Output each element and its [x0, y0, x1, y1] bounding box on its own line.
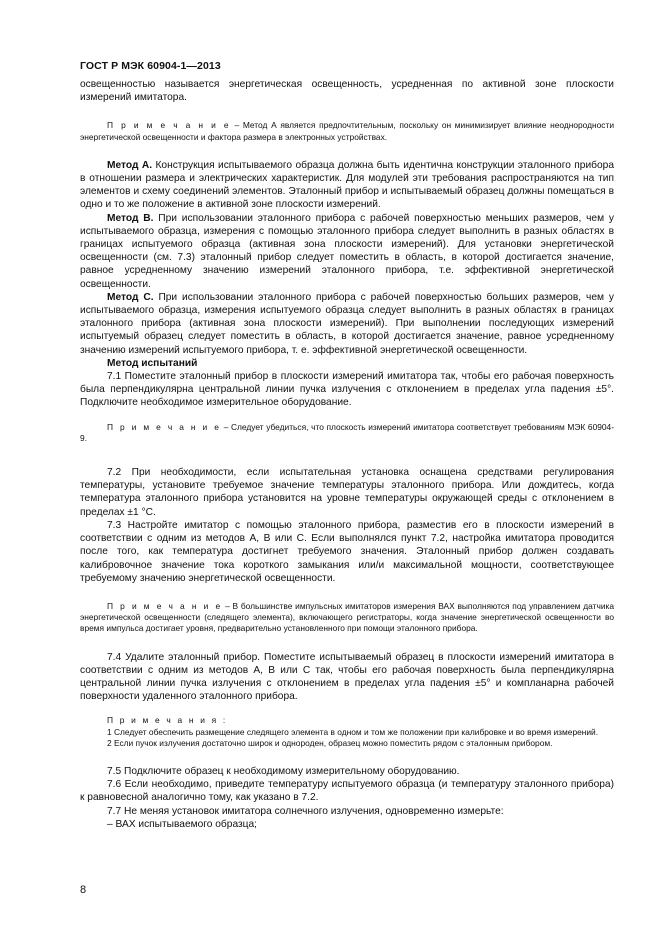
method-b-text: При использовании эталонного прибора с рабочей поверхностью меньших размеров, чем у испытываемого образца, измерения с помощью эталонного прибора следует выполнить в разных областях в границах испытуемого образца (активная зона плоскости измерений). Для установки энергетической освещенности (см. 7.3) эталонный прибор следует поместить в область, в которой достигается значение, равное усредненному значению измерений эталонного прибора, т.е. эффективной энергетической освещенности. — [80, 212, 614, 290]
note-1-text: – Метод А является предпочтительным, поскольку он минимизирует влияние неоднородности энергетической освещенности и фактора размера в электронных устройствах. — [80, 120, 614, 142]
method-c-text: При использовании эталонного прибора с рабочей поверхностью больших размеров, чем у испытываемого образца, измерения испытуемого образца следует выполнить в разных областях в границах эталонного прибора (активная зона плоскости измерений). При выполнении последующих измерений испытуемый образец следует поместить в область, в которой достигается значение, равное усредненному значению измерений испытуемого прибора, т. е. эффективной энергетической освещенности. — [80, 291, 614, 356]
method-b-paragraph — [80, 212, 614, 291]
method-a-text: Конструкция испытываемого образца должна быть идентична конструкции эталонного прибора в отношении размера и электрических характеристик. Для модулей эти требования распространяются на тип элементов и схему соединений элементов. Эталонный прибор и испытываемый образец должны помещаться в одно и то же положение в активной зоне плоскости измерений. — [80, 159, 614, 211]
note-2-text: – Следует убедиться, что плоскость измерений имитатора соответствует требованиям МЭК 60904-9. — [80, 421, 614, 443]
notes-4-item-2: 2 Если пучок излучения достаточно широк и однороден, образец можно поместить рядом с эталонным прибором. — [107, 737, 553, 748]
paragraph-7-2: 7.2 При необходимости, если испытательная установка оснащена средствами регулирования температуры, установите требуемое значение температуры эталонного прибора. Или дождитесь, когда температура эталонного прибора установится на уровне температуры окружающей среды с отклонением в пределах ±1 °С. — [80, 467, 614, 518]
note-3 — [80, 601, 614, 635]
list-item-iv-curve: – ВАХ испытываемого образца; — [107, 818, 257, 830]
notes-4-item-1: 1 Следует обеспечить размещение следящего элемента в одном и том же положении при калибровке и во время измерений. — [107, 726, 599, 737]
note-2 — [80, 422, 614, 444]
paragraph-7-1: 7.1 Поместите эталонный прибор в плоскости измерений имитатора так, чтобы его рабочая поверхность была перпендикулярна центральной линии пучка излучения с отклонением в пределах угла падения ±5°. Подключите необходимое измерительное оборудование. — [80, 371, 614, 409]
note-3-label: П р и м е ч а н и е — [107, 600, 223, 611]
notes-4-label: П р и м е ч а н и я : — [107, 715, 228, 726]
paragraph-7-6: 7.6 Если необходимо, приведите температуру испытуемого образца (и температуру эталонного прибора) к равновесной аналогично тому, как указано в 7.2. — [80, 779, 614, 804]
method-a-paragraph — [80, 159, 614, 212]
intro-paragraph: освещенностью называется энергетическая освещенность, усредненная по активной зоне плоскости измерений имитатора. — [80, 79, 614, 104]
page-number: 8 — [80, 884, 87, 896]
note-1-label: П р и м е ч а н и е — [107, 120, 231, 131]
paragraph-7-7: 7.7 Не меняя установок имитатора солнечного излучения, одновременно измерьте: — [107, 805, 504, 817]
test-method-heading: Метод испытаний — [107, 357, 198, 369]
method-c-label: Метод С. — [107, 291, 154, 303]
note-2-label: П р и м е ч а н и е — [107, 421, 222, 432]
paragraph-7-5: 7.5 Подключите образец к необходимому измерительному оборудованию. — [107, 765, 460, 777]
note-3-text: – В большинстве импульсных имитаторов измерения ВАХ выполняются под управлением датчика энергетической освещенности (следящего элемента), включающего регистраторы, когда значение энергетической освещенности во время импульса достигает уровня, предварительно установленного при помощи эталонного прибора. — [80, 600, 614, 634]
method-c-paragraph — [80, 291, 614, 357]
note-1 — [80, 120, 614, 142]
paragraph-7-3: 7.3 Настройте имитатор с помощью эталонного прибора, разместив его в плоскости измерений в соответствии с одним из методов А, В или С. Если выполнялся пункт 7.2, настройка имитатора проводится после того, как температура достигнет требуемого значения. Эталонный прибор должен создавать калибровочное значение тока короткого замыкания или/и максимальной мощности, соответствующее требуемому значению энергетической освещенности. — [80, 519, 614, 584]
page-content — [80, 78, 614, 831]
page-header: ГОСТ Р МЭК 60904-1—2013 — [80, 60, 221, 72]
method-a-label: Метод А. — [107, 159, 153, 171]
paragraph-7-4: 7.4 Удалите эталонный прибор. Поместите испытываемый образец в плоскости измерений имитатора в соответствии с одним из методов А, В или С так, чтобы его рабочая поверхность была перпендикулярна центральной линии пучка излучения с отклонением в пределах угла падения ±5° и компланарна рабочей поверхности удаленного эталонного прибора. — [80, 651, 614, 703]
method-b-label: Метод В. — [107, 212, 154, 224]
